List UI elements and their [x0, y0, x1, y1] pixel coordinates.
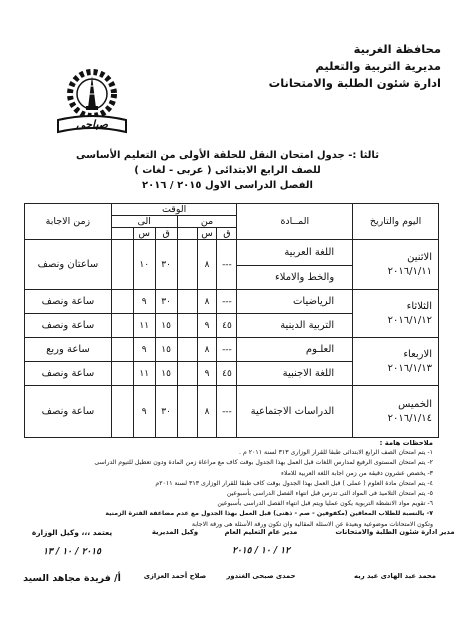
- to-extra: [111, 240, 133, 290]
- to-hour: ١٠: [133, 240, 155, 290]
- to-extra: [111, 362, 133, 386]
- from-hour: ٨: [197, 338, 217, 362]
- from-s-header: س: [197, 228, 217, 240]
- from-extra: [177, 386, 197, 438]
- to-extra: [111, 290, 133, 314]
- from-hour: ٨: [197, 290, 217, 314]
- to-header: الى: [111, 216, 177, 228]
- from-blank-header: [177, 228, 197, 240]
- from-minute: ---: [217, 290, 237, 314]
- from-extra: [177, 338, 197, 362]
- signature-name: محمد عبد الهادى عبد ربه: [354, 572, 436, 580]
- handwritten-signature: ٢٠١٥ / ١٠ / ١٣: [43, 547, 101, 557]
- logo: [52, 62, 132, 147]
- from-extra: [177, 362, 197, 386]
- to-s-header: س: [133, 228, 155, 240]
- subject-cell: الدراسات الاجتماعية: [237, 386, 353, 438]
- to-hour: ٩: [133, 338, 155, 362]
- day-name: الاثنين: [407, 251, 432, 263]
- signature-role: وكيل المديرية: [151, 528, 199, 536]
- title-line-3: الفصل الدراسى الاول ٢٠١٥ / ٢٠١٦: [142, 180, 313, 191]
- note-item: ٤- يتم امتحان مادة العلوم ( عملى ) قبل العمل بهذا الجدول بوقت كاف طبقا للقرار الوزارى ٣١٣ لسنة ٢٠١١م: [155, 479, 433, 487]
- day-cell: [353, 240, 439, 290]
- subject-cell: اللغة الاجنبية: [237, 362, 353, 386]
- day-date: ٢٠١٦/١/١٤: [387, 412, 432, 424]
- day-name: الاربعاء: [403, 348, 432, 360]
- to-minute: ١٥: [155, 362, 177, 386]
- duration-cell: ساعة ونصف: [25, 314, 112, 338]
- duration-cell: ساعة وربع: [25, 338, 112, 362]
- table-row: [25, 338, 439, 362]
- from-q-header: ق: [217, 228, 237, 240]
- gear-tower-logo-icon: [52, 62, 132, 147]
- to-hour: ١١: [133, 362, 155, 386]
- subject-cell: التربية الدينية: [237, 314, 353, 338]
- to-extra: [111, 314, 133, 338]
- to-hour: ٩: [133, 290, 155, 314]
- exam-schedule-table: [24, 203, 439, 438]
- signature-block: [12, 528, 132, 584]
- note-item: ٦- تقويم مواد الانشطة التربوية يكون عمليا ويتم قبل انتهاء الفصل الدراسى بأسبوعين: [217, 500, 433, 508]
- note-item: وتكون الامتحانات موضوعية وبعيدة عن الاسئلة المقالية وان تكون ورقة الأسئلة هى ورقة الاجابة: [191, 520, 433, 528]
- handwritten-date: ١٢ / ١٠ / ٢٠١٥: [232, 546, 290, 556]
- notes-block: [13, 438, 433, 530]
- signature-name: صلاح أحمد العزازى: [143, 572, 207, 580]
- to-q-header: ق: [155, 228, 177, 240]
- day-name: الخميس: [398, 398, 432, 410]
- header-block: [269, 41, 441, 92]
- to-minute: ١٥: [155, 314, 177, 338]
- signature-role: يعتمد ،،، وكيل الوزارة: [31, 528, 113, 537]
- title-line-2: للصف الرابع الابتدائى ( عربى - لغات ): [134, 165, 321, 176]
- signature-block: [335, 528, 455, 580]
- from-hour: ٨: [197, 240, 217, 290]
- from-minute: ---: [217, 386, 237, 438]
- to-hour: ١١: [133, 314, 155, 338]
- note-item: ٣- يخصص عشرون دقيقة من زمن اجابة اللغة العربية للاملاء: [281, 469, 433, 477]
- from-minute: ٤٥: [217, 314, 237, 338]
- signature-name: حمدى صبحى الغندور: [226, 572, 296, 580]
- signature-block: [135, 528, 215, 580]
- table-row: [25, 386, 439, 438]
- signature-role: مدير عام التعليم العام: [224, 528, 298, 536]
- to-extra: [111, 338, 133, 362]
- to-minute: ١٥: [155, 338, 177, 362]
- day-date: ٢٠١٦/١/١٢: [387, 314, 432, 326]
- note-item: ١- يتم امتحان الصف الرابع الابتدائى طبقا للقرار الوزارى ٣١٣ لسنة ٢٠١١ م .: [239, 449, 433, 457]
- exam-title: [40, 150, 415, 191]
- subject-header: المــادة: [237, 204, 353, 240]
- from-hour: ٩: [197, 362, 217, 386]
- day-name: الثلاثاء: [406, 300, 432, 312]
- from-header: من: [177, 216, 237, 228]
- from-extra: [177, 240, 197, 290]
- to-minute: ٣٠: [155, 290, 177, 314]
- day-cell: [353, 338, 439, 386]
- day-date: ٢٠١٦/١/١١: [387, 265, 432, 277]
- day-cell: [353, 290, 439, 338]
- logo-text: صباحى: [76, 118, 108, 131]
- subject-cell: والخط والاملاء: [237, 266, 353, 290]
- title-line-1: ثالثا :- جدول امتحان النقل للحلقة الأولى من التعليم الأساسى: [76, 150, 379, 161]
- signature-name: أ/ فريدة مجاهد السيد: [23, 573, 121, 584]
- table-row: [25, 240, 439, 266]
- to-extra: [111, 386, 133, 438]
- day-date: ٢٠١٦/١/١٣: [387, 362, 432, 374]
- to-blank-header: [111, 228, 133, 240]
- note-item: ٧- بالنسبة للطلاب المعاقين (مكفوفين - صم - ذهنى) قبل العمل بهذا الجدول مع عدم مضاعفة الفترة الزمنية: [105, 510, 433, 518]
- day-date-header: اليوم والتاريخ: [353, 204, 439, 240]
- from-extra: [177, 314, 197, 338]
- note-item: ٢- يتم امتحان المستوى الرفيع لمدارس اللغات قبل العمل بهذا الجدول بوقت كاف مع مراعاة زمن المادة ودون تعطيل للتيوم الدراسى: [94, 459, 433, 467]
- duration-cell: ساعة ونصف: [25, 362, 112, 386]
- department-label: ادارة شئون الطلبة والامتحانات: [268, 76, 441, 90]
- from-minute: ٤٥: [217, 362, 237, 386]
- subject-cell: العلـوم: [237, 338, 353, 362]
- table-row: [25, 290, 439, 314]
- time-header: الوقت: [111, 204, 237, 216]
- governorate-label: محافظة الغربية: [353, 42, 441, 56]
- duration-cell: ساعتان ونصف: [25, 240, 112, 290]
- directorate-label: مديرية التربية والتعليم: [315, 59, 441, 73]
- to-minute: ٣٠: [155, 240, 177, 290]
- notes-title: ملاحظات هامة :: [379, 439, 433, 447]
- to-hour: ٩: [133, 386, 155, 438]
- subject-cell: الرياضيات: [237, 290, 353, 314]
- from-minute: ---: [217, 240, 237, 290]
- subject-cell: اللغة العربية: [237, 240, 353, 266]
- to-minute: ٣٠: [155, 386, 177, 438]
- duration-cell: ساعة ونصف: [25, 386, 112, 438]
- duration-cell: ساعة ونصف: [25, 290, 112, 314]
- from-hour: ٩: [197, 314, 217, 338]
- from-extra: [177, 290, 197, 314]
- duration-header: زمن الاجابة: [25, 204, 112, 240]
- from-hour: ٨: [197, 386, 217, 438]
- note-item: ٥- يتم امتحان التلاميذ فى المواد التى تدرس قبل انتهاء الفصل الدراسى بأسبوعين: [226, 490, 433, 498]
- day-cell: [353, 386, 439, 438]
- signature-block: [211, 528, 311, 580]
- from-minute: ---: [217, 338, 237, 362]
- signature-role: مدير ادارة شئون الطلبة والامتحانات: [335, 528, 455, 536]
